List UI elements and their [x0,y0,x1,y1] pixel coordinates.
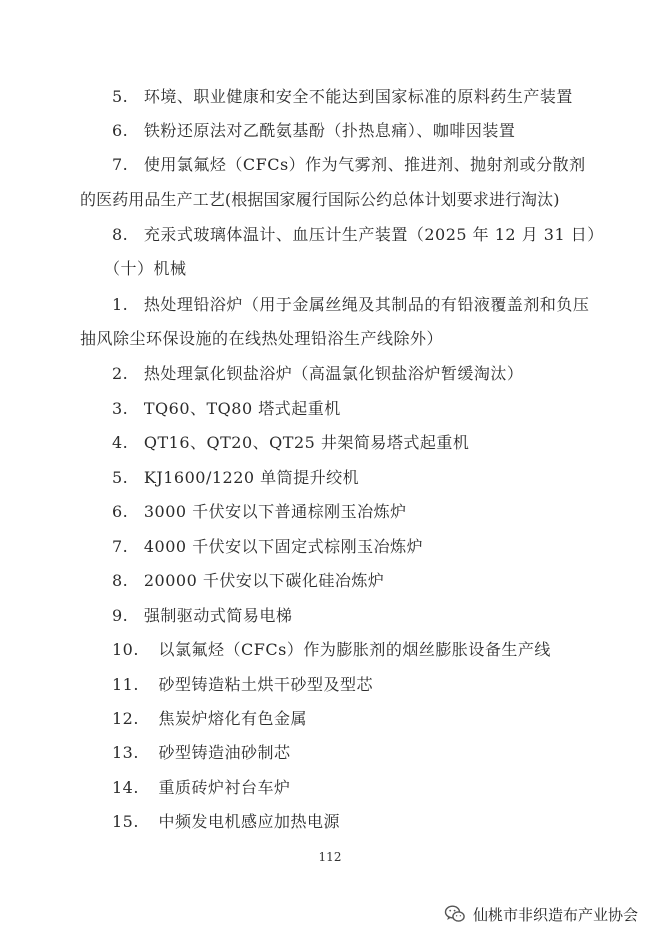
list-item [112,708,307,730]
item-text: 的医药用品生产工艺(根据国家履行国际公约总体计划要求进行淘汰) [80,190,560,209]
list-item [112,224,604,246]
list-item [112,467,359,489]
item-number: 4. [112,433,129,452]
list-item [112,639,551,661]
list-item [112,86,573,108]
list-item [112,674,373,696]
item-text: 砂型铸造油砂制芯 [158,743,291,762]
item-text: 铁粉还原法对乙酰氨基酚（扑热息痛）、咖啡因装置 [143,121,516,140]
account-watermark [443,902,638,926]
item-text: 重质砖炉衬台车炉 [158,778,291,797]
item-number: 1. [112,295,129,314]
item-text: 4000 千伏安以下固定式棕刚玉冶炼炉 [143,537,424,556]
item-text: 强制驱动式简易电梯 [143,606,293,625]
list-item [112,120,515,142]
item-number: 7. [112,537,129,556]
item-text: 砂型铸造粘土烘干砂型及型芯 [158,675,374,694]
item-text: 热处理铅浴炉（用于金属丝绳及其制品的有铅液覆盖剂和负压 [143,295,590,314]
item-text: KJ1600/1220 单筒提升绞机 [143,468,360,487]
list-item [112,570,384,592]
item-number: 2. [112,364,129,383]
wechat-icon [443,902,467,926]
item-number: 8. [112,225,129,244]
item-number: 10. [112,640,139,659]
item-number: 7. [112,155,129,174]
watermark-text: 仙桃市非织造布产业协会 [472,905,638,924]
list-item [112,154,586,176]
item-text: 3000 千伏安以下普通棕刚玉冶炼炉 [143,502,407,521]
item-number: 13. [112,743,139,762]
item-text: TQ60、TQ80 塔式起重机 [143,399,341,418]
item-number: 9. [112,606,129,625]
list-item [112,742,291,764]
continuation-line [80,189,560,211]
list-item [112,294,589,316]
item-number: 5. [112,87,129,106]
item-number: 6. [112,502,129,521]
item-text: 使用氯氟烃（CFCs）作为气雾剂、推进剂、抛射剂或分散剂 [143,155,586,174]
item-number: 12. [112,709,139,728]
item-text: 20000 千伏安以下碳化硅冶炼炉 [143,571,385,590]
item-number: 8. [112,571,129,590]
list-item [112,605,292,627]
item-text: 以氯氟烃（CFCs）作为膨胀剂的烟丝膨胀设备生产线 [158,640,551,659]
item-text: 中频发电机感应加热电源 [158,812,341,831]
section-title: （十）机械 [104,259,187,278]
item-text: 充汞式玻璃体温计、血压计生产装置（2025 年 12 月 31 日） [143,225,604,244]
list-item [112,536,423,558]
item-number: 15. [112,812,139,831]
list-item [112,811,340,833]
item-number: 14. [112,778,139,797]
list-item [112,398,341,420]
item-text: 热处理氯化钡盐浴炉（高温氯化钡盐浴炉暂缓淘汰） [143,364,524,383]
item-text: 环境、职业健康和安全不能达到国家标准的原料药生产装置 [143,87,573,106]
list-item [112,777,291,799]
item-text: 抽风除尘环保设施的在线热处理铅浴生产线除外） [80,329,444,348]
list-item [112,432,469,454]
item-text: 焦炭炉熔化有色金属 [158,709,308,728]
list-item [112,501,407,523]
page-number: 112 [318,850,342,864]
item-number: 5. [112,468,129,487]
list-item [112,363,523,385]
continuation-line [80,328,443,350]
item-number: 6. [112,121,129,140]
item-number: 11. [112,675,139,694]
item-text: QT16、QT20、QT25 井架简易塔式起重机 [143,433,470,452]
section-heading [104,258,187,280]
item-number: 3. [112,399,129,418]
